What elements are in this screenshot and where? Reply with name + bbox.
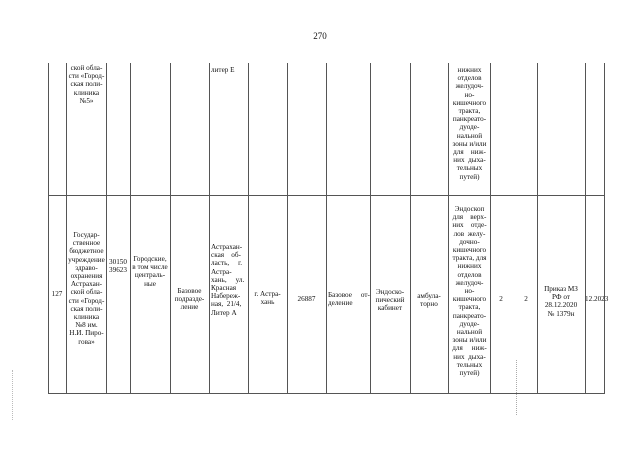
index-cell: 26887 bbox=[297, 295, 316, 303]
row-border bbox=[48, 195, 605, 196]
column-border bbox=[287, 63, 288, 394]
row-number-cell: 127 bbox=[51, 290, 63, 298]
column-border bbox=[48, 63, 49, 394]
column-border bbox=[170, 63, 171, 394]
column-border bbox=[248, 63, 249, 394]
page-number: 270 bbox=[313, 31, 327, 41]
order-cell: Приказ МЗ РФ от 28.12.2020 № 1379н bbox=[544, 285, 578, 318]
column-border bbox=[585, 63, 586, 394]
column-border bbox=[130, 63, 131, 394]
quantity-cell: 2 bbox=[524, 295, 528, 303]
level-cell: Базовое подразде- ление bbox=[174, 287, 205, 312]
column-border bbox=[326, 63, 327, 394]
column-border bbox=[370, 63, 371, 394]
org-name-cell: Государ- ственное бюджетное учреждение здраво- охранения Астрахан- ской обла- сти «Город- ская поли- клиника №8 им. Н.И. Пиро- гова» bbox=[68, 231, 105, 346]
territory-cell: Городские, в том числе централь- ные bbox=[132, 255, 168, 288]
column-border bbox=[410, 63, 411, 394]
scan-mark bbox=[12, 370, 13, 420]
row-border bbox=[48, 393, 605, 394]
column-border bbox=[209, 63, 210, 394]
column-border bbox=[490, 63, 491, 394]
city-cell: г. Астра- хань bbox=[254, 290, 281, 307]
column-border bbox=[604, 63, 605, 394]
quantity-cell: 2 bbox=[499, 295, 503, 303]
scan-mark bbox=[516, 360, 517, 415]
address-cell: литер Е bbox=[211, 66, 235, 74]
address-cell: Астрахан- ская об- ласть, г. Астра- хань, ул. Красная Набереж- ная, 21/4, Литер А bbox=[211, 243, 245, 317]
date-cell: 12.2023 bbox=[585, 295, 609, 303]
column-border bbox=[537, 63, 538, 394]
column-border bbox=[106, 63, 107, 394]
care-form-cell: амбула- торно bbox=[417, 292, 441, 309]
subdivision-cell: Базовое от- деление bbox=[328, 291, 370, 308]
equipment-cell: Эндоскоп для верх- них отде- лов желу- дочно- кишечного тракта, для нижних отделов желудоч- но- кишечного тракта, панкреато- дуоде- нальной зоны и/или для ниж- них дыха- тельных путей) bbox=[452, 205, 487, 378]
org-name-cell: ской обла- сти «Город- ская поли- клиника №5» bbox=[68, 64, 105, 105]
cabinet-cell: Эндоско- пический кабинет bbox=[375, 288, 405, 313]
codes-cell: 30150 39623 bbox=[109, 258, 127, 275]
equipment-cell: нижних отделов желудоч- но- кишечного тракта, панкреато- дуоде- нальной зоны и/или для ниж- них дыха- тельных путей) bbox=[452, 66, 487, 181]
